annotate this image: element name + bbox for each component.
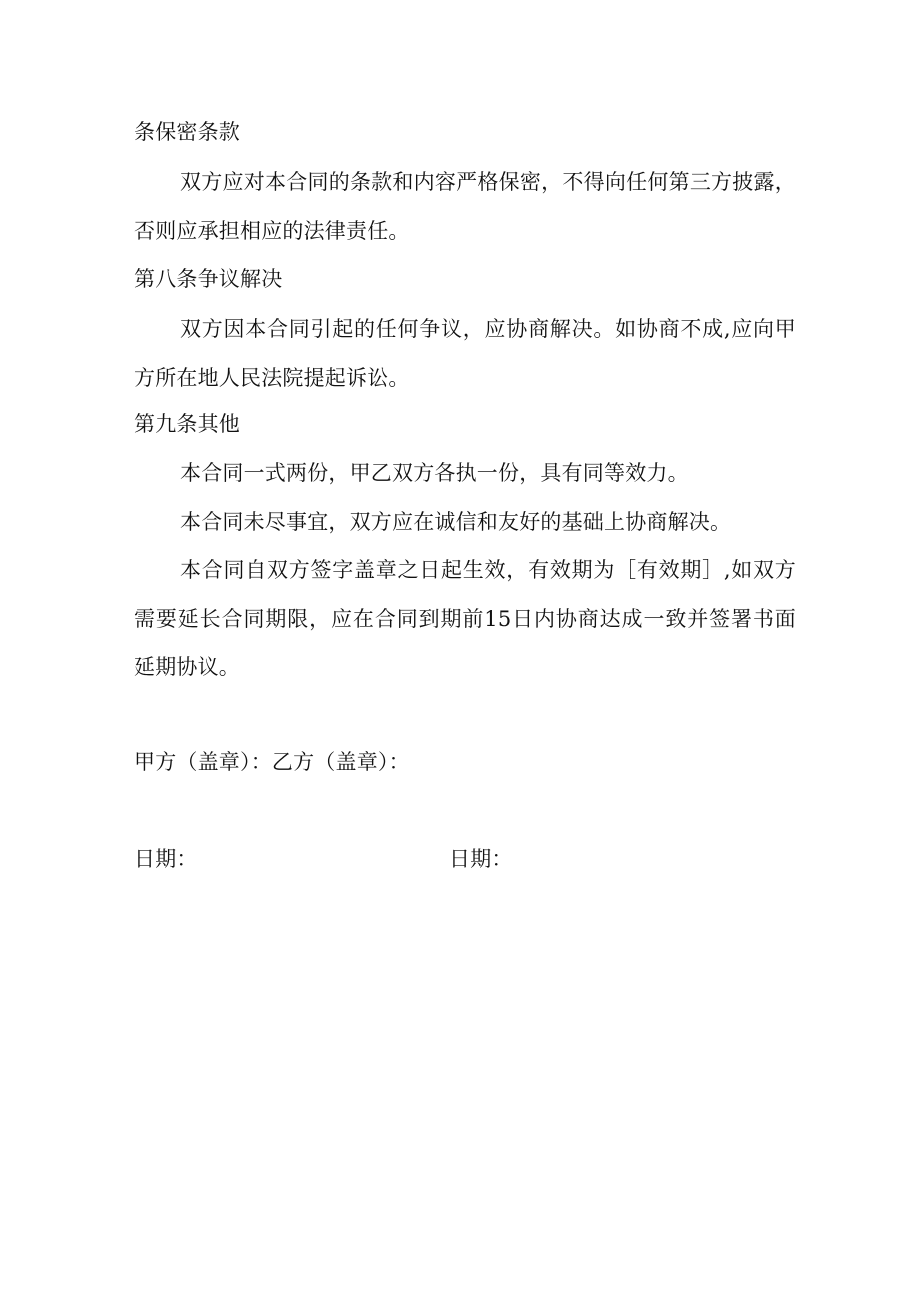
paragraph-line: 双方因本合同引起的任何争议，应协商解决。如协商不成,应向甲 <box>180 317 796 341</box>
section-heading-confidentiality: 条保密条款 <box>134 120 240 144</box>
paragraph-line: 本合同自双方签字盖章之日起生效，有效期为［有效期］,如双方 <box>180 558 796 582</box>
paragraph-line: 否则应承担相应的法律责任。 <box>134 219 410 243</box>
paragraph-line: 双方应对本合同的条款和内容严格保密，不得向任何第三方披露， <box>180 170 796 194</box>
paragraph-line: 本合同未尽事宜，双方应在诚信和友好的基础上协商解决。 <box>180 510 732 534</box>
paragraph-line: 本合同一式两份，甲乙双方各执一份，具有同等效力。 <box>180 461 689 485</box>
section-heading-other: 第九条其他 <box>134 412 240 436</box>
signature-line: 甲方（盖章）：乙方（盖章）： <box>134 750 410 774</box>
paragraph-line: 延期协议。 <box>134 655 240 679</box>
paragraph-line: 需要延长合同期限，应在合同到期前15日内协商达成一致并签署书面 <box>134 607 796 631</box>
paragraph-line: 方所在地人民法院提起诉讼。 <box>134 366 410 390</box>
date-left: 日期： <box>134 847 198 871</box>
date-right: 日期： <box>449 847 513 871</box>
section-heading-dispute: 第八条争议解决 <box>134 267 283 291</box>
